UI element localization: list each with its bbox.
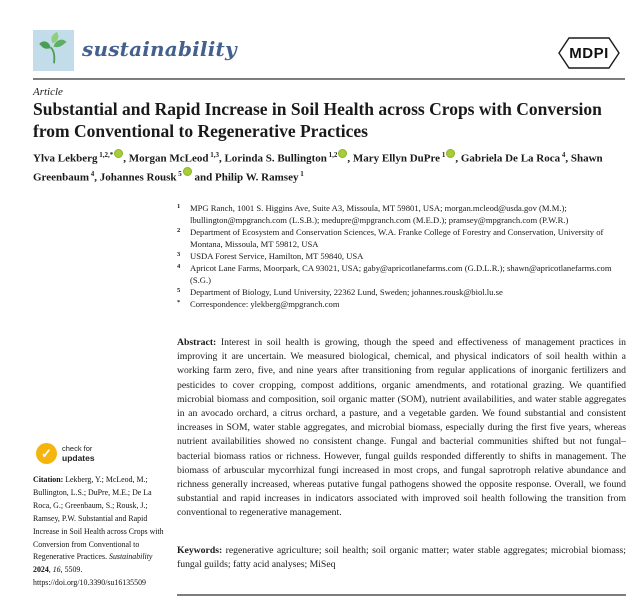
abstract (177, 336, 626, 521)
journal-logo (33, 30, 74, 71)
page-title: Substantial and Rapid Increase in Soil Health across Crops with Conversion from Conventional to Regenerative Practices (33, 99, 602, 141)
orcid-icon[interactable] (183, 167, 192, 176)
affiliation-marker: * (177, 299, 181, 306)
article-type-label: Article (33, 86, 63, 98)
author-name: Lorinda S. Bullington (224, 152, 327, 165)
orcid-icon[interactable] (114, 149, 123, 158)
author-name: Gabriela De La Roca (460, 152, 561, 165)
header-divider (33, 78, 625, 80)
author-name: Mary Ellyn DuPre (352, 152, 441, 165)
affiliation-row (177, 226, 629, 250)
author-affil-sup: 1 (440, 151, 446, 159)
citation-doi-link[interactable]: https://doi.org/10.3390/su16135509 (33, 578, 146, 588)
affiliation-text: Department of Ecosystem and Conservation Sciences, W.A. Franke College of Forestry and Conservation, University of Montana, Missoula, MT 59812, USA (190, 227, 604, 249)
affiliation-marker: 5 (177, 287, 181, 294)
affiliation-list (177, 202, 629, 310)
author-affil-sup: 1,3 (208, 151, 219, 159)
affiliation-marker: 3 (177, 251, 181, 258)
journal-name: sustainability (82, 37, 237, 61)
mdpi-logo (552, 33, 626, 73)
check-badge-label (62, 445, 95, 462)
author-list: Ylva Lekberg $^{1,2,*}$ , Morgan McLeod $^{1,3}$, Lorinda S. Bullington $^{1,2}$ , Mary Ellyn DuPre $^1$ , Gabriela De La Roca $^4$, Shawn Greenbaum $^4$, Johannes Rousk $^5$ and Philip W. Ramsey $^1$ (33, 148, 625, 185)
affiliation-marker: 1 (177, 203, 181, 210)
author-affil-sup: 1 (298, 169, 304, 178)
author-affil-sup: 4 (560, 151, 566, 159)
author-name: Morgan McLeod (128, 152, 209, 165)
abstract-label: Abstract: (177, 337, 217, 348)
orcid-icon[interactable] (338, 149, 347, 158)
affiliation-row (177, 262, 629, 286)
affiliation-text: Apricot Lane Farms, Moorpark, CA 93021, USA; gaby@apricotlanefarms.com (G.D.L.R.); shawn@apricotlanefarms.com (S.G.) (190, 263, 612, 285)
affiliation-text: USDA Forest Service, Hamilton, MT 59840, USA (190, 251, 364, 261)
citation-block (33, 474, 169, 590)
affiliation-text: MPG Ranch, 1001 S. Higgins Ave, Suite A3, Missoula, MT 59801, USA; morgan.mcleod@usda.gov (M.M.); lbullington@mpgranch.com (L.S.B.); medupre@mpgranch.com (M.E.D.); pramsey@mpgranch.com (P.W.R.) (190, 203, 569, 225)
author-name: Ylva Lekberg (33, 152, 98, 165)
citation-body: Lekberg, Y.; McLeod, M.; Bullington, L.S.; DuPre, M.E.; De La Roca, G.; Greenbaum, S.; Rousk, J.; Ramsey, P.W. Substantial and Rapid Increase in Soil Health across Crops with Conversion from Conventional to Regenerative Practices. (33, 475, 164, 562)
affiliation-marker: 2 (177, 227, 181, 234)
affiliation-text: Department of Biology, Lund University, 22362 Lund, Sweden; johannes.rousk@biol.lu.se (190, 287, 503, 297)
affiliation-row (177, 202, 629, 226)
check-badge-line1: check for (62, 444, 93, 453)
seedling-icon (36, 30, 72, 71)
check-for-updates-badge[interactable] (36, 443, 95, 464)
author-affil-sup: 5 (176, 169, 182, 178)
keywords (177, 544, 626, 572)
citation-volume: , 16 (48, 565, 61, 575)
orcid-icon[interactable] (446, 149, 455, 158)
citation-label: Citation: (33, 475, 64, 484)
affiliation-row (177, 250, 629, 262)
citation-journal: Sustainability (109, 552, 153, 562)
author-name: Johannes Rousk (99, 171, 177, 184)
affiliation-row (177, 286, 629, 298)
check-badge-line2: updates (62, 452, 95, 463)
author-name: Shawn Greenbaum (33, 152, 603, 184)
keywords-label: Keywords: (177, 545, 223, 556)
citation-pages: , 5509. (60, 565, 83, 575)
affiliation-text: Correspondence: ylekberg@mpgranch.com (190, 299, 340, 309)
author-affil-sup: 1,2 (326, 151, 338, 159)
citation-year: 2024 (33, 565, 49, 575)
abstract-text: Interest in soil health is growing, though the speed and effectiveness of management practices in improving it are uncertain. We measured biological, chemical, and physical indicators of soil health within a working farm zero, five, and nine years after transitioning from regular applications of inorganic fertilizers and pesticides to cover cropping, compost additions, organic amendments, and rotational grazing. We quantified microbial biomass and composition, soil organic matter (SOM), nutrient availabilities, and water stable aggregates in an avocado orchard, a citrus orchard, a pasture, and a vegetable garden. We found substantial and consistent increases in SOM, water stable aggregates, and microbial biomass, especially during the first five years, whereas nutrient availabilities showed no consistent change. Fungal and bacterial communities shifted but not fungal–bacterial biomass ratios or richness. However, fungal guilds responded differently to shifts in management. The biomass of arbuscular mycorrhizal fungi increased in most crops, and fungal saprotroph relative abundance and richness generally increased, whereas putative fungal pathogens showed the opposite response. Overall, we found substantial and rapid increases in indicators associated with improved soil health following the transition from conventional to regenerative management. (177, 337, 626, 519)
affiliation-row (177, 298, 629, 310)
author-affil-sup: 1,2,* (97, 151, 114, 159)
affiliation-marker: 4 (177, 263, 181, 270)
keywords-divider (177, 594, 626, 596)
author-name: Philip W. Ramsey (215, 171, 299, 184)
check-icon: ✓ (36, 443, 57, 464)
author-affil-sup: 4 (89, 169, 95, 178)
mdpi-wordmark: MDPI (569, 44, 609, 62)
keywords-text: regenerative agriculture; soil health; soil organic matter; water stable aggregates; microbial biomass; fungal guilds; fatty acid analyses; MiSeq (177, 545, 626, 571)
